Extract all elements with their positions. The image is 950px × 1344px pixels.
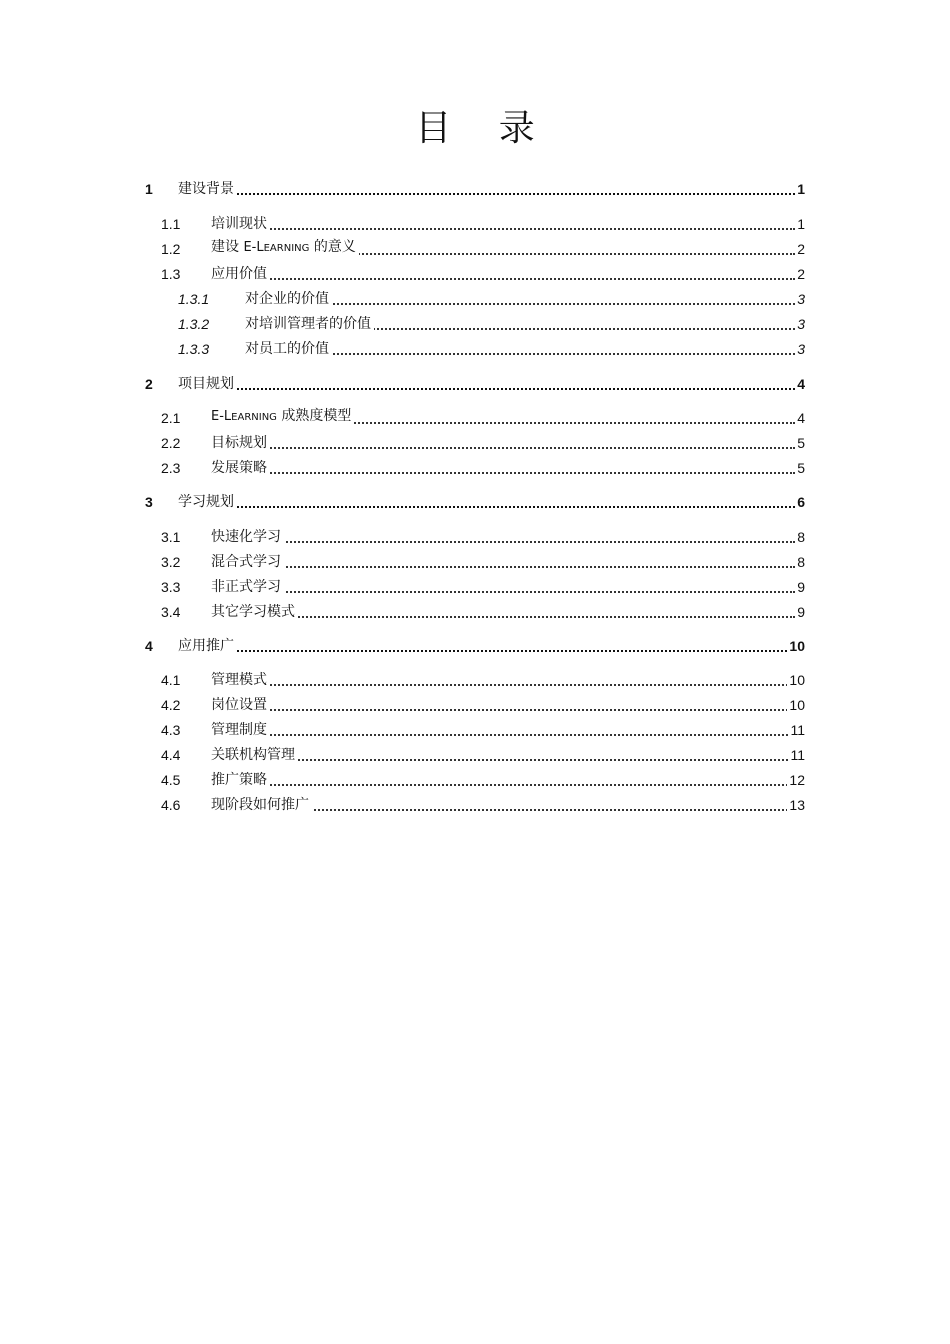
toc-entry-number: 1.3.2 [178,316,210,332]
toc-leader-dots [198,506,795,508]
toc-entry-page: 2 [797,266,805,282]
toc-entry-page: 11 [790,722,805,738]
toc-entry-title: 关联机构管理 [211,746,298,764]
toc-entry-number: 3.3 [161,579,181,595]
toc-title: 目 录 [415,108,553,149]
toc-entry[interactable] [0,635,950,655]
toc-leader-dots [231,278,795,280]
toc-leader-dots [231,709,795,711]
toc-entry-title [211,238,359,258]
toc-entry[interactable] [0,576,950,596]
toc-leader-dots [198,650,795,652]
toc-entry-page: 1 [797,216,805,232]
toc-entry[interactable] [0,744,950,764]
toc-entry-title: 项目规划 [178,375,237,393]
toc-leader-dots [198,388,795,390]
toc-leader-dots [231,566,795,568]
toc-entry-title-part: 建设 [211,239,244,255]
toc-entry-title: 混合式学习 [211,553,284,571]
toc-entry[interactable] [0,669,950,689]
toc-entry-number: 4.6 [161,797,181,813]
toc-entry-title: 非正式学习 [211,578,284,596]
toc-entry-page: 3 [797,291,805,307]
toc-entry[interactable] [0,313,950,333]
toc-entry-page: 1 [797,181,805,197]
toc-entry-title: 管理制度 [211,721,270,739]
toc-entry-number: 1.3.1 [178,291,210,307]
toc-entry-title-part: EARNING [231,412,277,423]
toc-entry-title: 其它学习模式 [211,603,298,621]
toc-entry-page: 4 [797,410,805,426]
toc-entry-title: 快速化学习 [211,528,284,546]
toc-entry-number: 1.1 [161,216,181,232]
toc-entry-page: 12 [789,772,805,788]
toc-entry-page: 6 [797,494,805,510]
toc-entry-title: 对企业的价值 [245,290,332,308]
toc-entry[interactable] [0,238,950,258]
toc-leader-dots [231,809,795,811]
toc-entry-page: 3 [797,341,805,357]
toc-entry-page: 11 [790,747,805,763]
toc-entry-number: 1.3 [161,266,181,282]
toc-entry-page: 4 [797,376,805,392]
toc-entry-number: 4.3 [161,722,181,738]
toc-leader-dots [231,684,795,686]
toc-entry-title: 对员工的价值 [245,340,332,358]
toc-leader-dots [231,616,795,618]
toc-entry-title: 应用推广 [178,637,237,655]
toc-entry-title: 学习规划 [178,493,237,511]
toc-entry-title: 岗位设置 [211,696,270,714]
toc-entry-title: 发展策略 [211,459,270,477]
toc-entry-page: 10 [789,638,805,654]
toc-entry-page: 2 [797,241,805,257]
toc-leader-dots [265,353,795,355]
toc-entry-number: 1.2 [161,241,181,257]
toc-entry-number: 2 [145,376,153,392]
toc-entry-page: 13 [789,797,805,813]
toc-entry-title: 管理模式 [211,671,270,689]
toc-entry-title: 应用价值 [211,265,270,283]
toc-entry-number: 3.2 [161,554,181,570]
toc-leader-dots [231,447,795,449]
toc-entry-page: 5 [797,460,805,476]
toc-entry-page: 8 [797,554,805,570]
toc-entry-number: 1 [145,181,153,197]
toc-entry-title: 培训现状 [211,215,270,233]
toc-leader-dots [231,541,795,543]
toc-entry-number: 2.1 [161,410,181,426]
toc-entry[interactable] [0,769,950,789]
toc-entry-number: 3.1 [161,529,181,545]
toc-entry-title-part: 的意义 [309,239,356,255]
toc-entry-number: 2.3 [161,460,181,476]
toc-entry-page: 5 [797,435,805,451]
toc-entry[interactable] [0,601,950,621]
toc-entry-number: 4 [145,638,153,654]
toc-entry[interactable] [0,794,950,814]
toc-entry[interactable] [0,719,950,739]
toc-entry-title: 目标规划 [211,434,270,452]
toc-entry-page: 10 [789,697,805,713]
toc-entry-number: 3.4 [161,604,181,620]
toc-entry[interactable] [0,213,950,233]
toc-leader-dots [231,228,795,230]
toc-entry-title-part: E-L [211,409,232,424]
toc-entry[interactable] [0,288,950,308]
toc-entry[interactable] [0,373,950,393]
toc-leader-dots [231,784,795,786]
toc-entry-title-part: E-L [243,240,264,255]
toc-entry-title-part: EARNING [263,243,310,254]
toc-entry-number: 4.4 [161,747,181,763]
toc-leader-dots [265,303,795,305]
toc-entry-page: 8 [797,529,805,545]
toc-entry[interactable] [0,491,950,511]
toc-entry-number: 1.3.3 [178,341,210,357]
toc-entry[interactable] [0,551,950,571]
toc-entry-number: 4.1 [161,672,181,688]
toc-entry-number: 3 [145,494,153,510]
toc-entry[interactable] [0,694,950,714]
toc-entry-number: 2.2 [161,435,181,451]
toc-entry-title: 现阶段如何推广 [211,796,312,814]
toc-entry[interactable] [0,432,950,452]
toc-entry-title [211,407,354,427]
toc-entry-title: 推广策略 [211,771,270,789]
toc-entry[interactable] [0,178,950,198]
toc-entry[interactable] [0,457,950,477]
toc-entry-number: 4.5 [161,772,181,788]
toc-entry-page: 9 [797,579,805,595]
toc-entry-title-part: 成熟度模型 [276,408,352,424]
toc-leader-dots [198,193,795,195]
toc-entry-number: 4.2 [161,697,181,713]
toc-entry-title: 对培训管理者的价值 [245,315,374,333]
toc-entry[interactable] [0,526,950,546]
toc-entry-page: 9 [797,604,805,620]
toc-leader-dots [231,591,795,593]
toc-entry[interactable] [0,338,950,358]
toc-leader-dots [231,759,795,761]
toc-entry-page: 10 [789,672,805,688]
toc-entry[interactable] [0,263,950,283]
toc-entry[interactable] [0,407,950,427]
toc-entry-title: 建设背景 [178,180,237,198]
toc-leader-dots [231,734,795,736]
toc-entry-page: 3 [797,316,805,332]
toc-leader-dots [231,472,795,474]
